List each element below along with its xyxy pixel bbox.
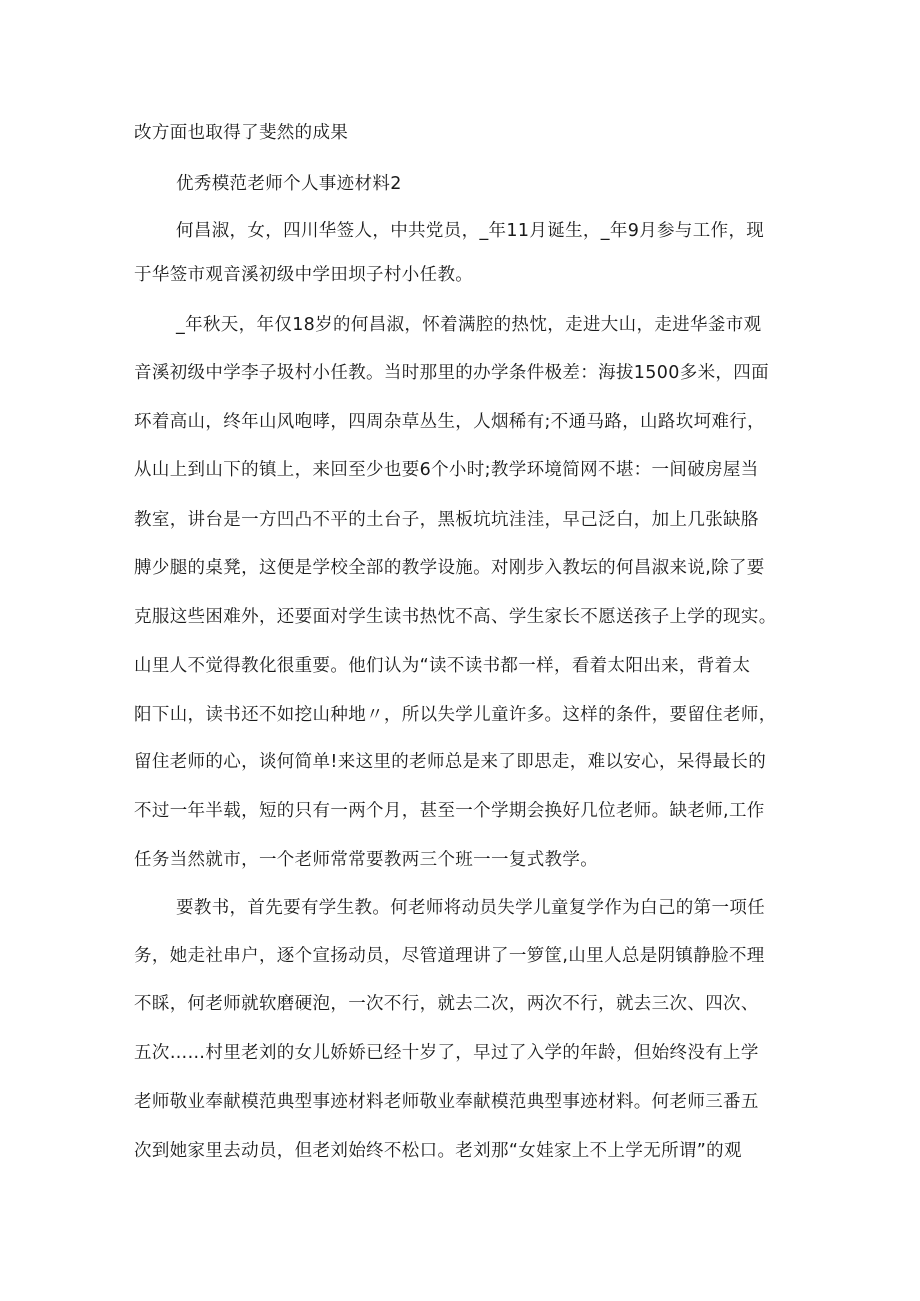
section-heading: 优秀模范老师个人事迹材料2 — [176, 174, 402, 194]
paragraph-line: 山里人不觉得教化很重要。他们认为“读不读书都一样，看着太阳出来，背着太 — [134, 656, 751, 676]
paragraph-line: 五次……村里老刘的女儿娇娇已经十岁了，早过了入学的年龄，但始终没有上学 — [134, 1043, 759, 1063]
paragraph-line: 务，她走社串户，逐个宣扬动员，尽管道理讲了一箩筐,山里人总是阴镇静脸不理 — [134, 946, 765, 966]
paragraph-line: 留住老师的心，谈何简单!来这里的老师总是来了即思走，难以安心，呆得最长的 — [134, 752, 767, 772]
paragraph-line: 不睬，何老师就软磨硬泡，一次不行，就去二次，两次不行，就去三次、四次、 — [134, 994, 759, 1014]
paragraph-line: 从山上到山下的镇上，来回至少也要6个小时;教学环境简网不堪：一间破房屋当 — [134, 460, 759, 480]
paragraph-line: 环着高山，终年山风咆哮，四周杂草丛生，人烟稀有;不通马路，山路坎坷难行， — [134, 412, 765, 432]
paragraph-line: 老师敬业奉献模范典型事迹材料老师敬业奉献模范典型事迹材料。何老师三番五 — [134, 1092, 759, 1112]
paragraph-line: 何昌淑，女，四川华签人，中共党员，_年11月诞生，_年9月参与工作，现 — [176, 221, 765, 241]
paragraph-line: 于华签市观音溪初级中学田坝子村小任教。 — [134, 265, 474, 285]
paragraph-line: _年秋天，年仅18岁的何昌淑，怀着满腔的热忱，走进大山，走进华釜市观 — [176, 315, 762, 335]
paragraph-line: 改方面也取得了斐然的成果 — [134, 123, 349, 143]
paragraph-line: 阳下山，读书还不如挖山种地〃，所以失学儿童许多。这样的条件，要留住老师， — [134, 705, 777, 725]
paragraph-line: 膊少腿的桌凳，这便是学校全部的教学设施。对刚步入教坛的何昌淑来说,除了要 — [134, 558, 765, 578]
paragraph-line: 克服这些困难外，还要面对学生读书热忱不高、学生家长不愿送孩子上学的现实。 — [134, 607, 777, 627]
paragraph-line: 次到她家里去动员，但老刘始终不松口。老刘那“女娃家上不上学无所谓”的观 — [134, 1141, 742, 1161]
paragraph-line: 音溪初级中学李子圾村小任教。当时那里的办学条件极差：海拔1500多米，四面 — [134, 363, 769, 383]
paragraph-line: 不过一年半载，短的只有一两个月，甚至一个学期会换好几位老师。缺老师,工作 — [134, 801, 765, 821]
paragraph-line: 要教书，首先要有学生教。何老师将动员失学儿童复学作为白己的第一项任 — [176, 898, 766, 918]
paragraph-line: 教室，讲台是一方凹凸不平的土台子，黑板坑坑洼洼，早己泛白，加上几张缺胳 — [134, 510, 759, 530]
paragraph-line: 任务当然就市，一个老师常常要教两三个班一一复式教学。 — [134, 850, 599, 870]
